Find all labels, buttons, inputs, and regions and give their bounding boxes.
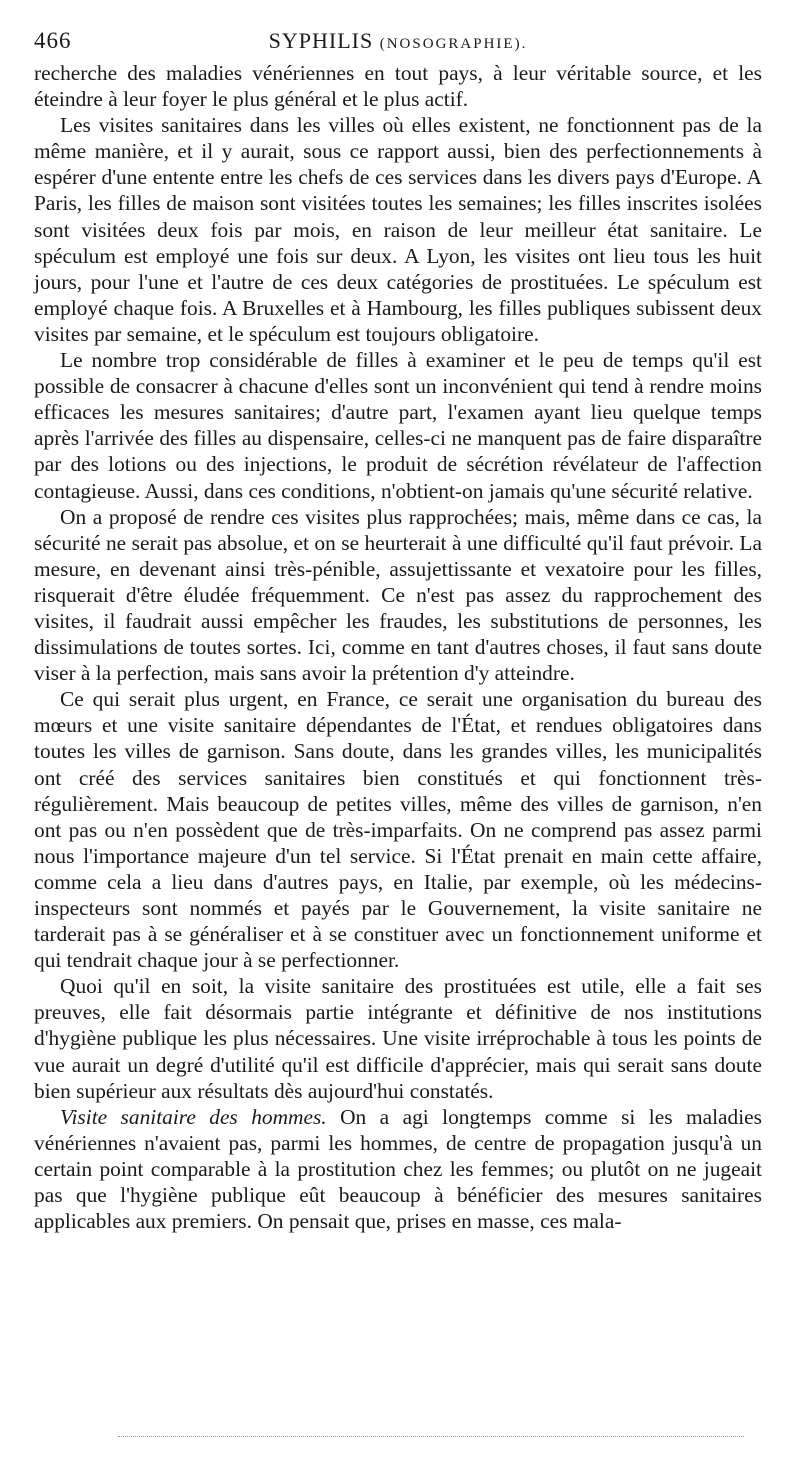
paragraph-nombre-filles: Le nombre trop considérable de filles à examiner et le peu de temps qu'il est possible de consacrer à chacune d'elles sont un inconvénient qui tend à rendre moins efficaces les mesures sanitaires; d'autre part, l'examen ayant lieu quelque temps après l'arrivée des filles au dispensaire, celles-ci ne manquent pas de faire disparaître par des lotions ou des injections, le produit de sécrétion révélateur de l'affection contagieuse. Aussi, dans ces conditions, n'obtient-on jamais qu'une sécurité relative. bbox=[34, 348, 762, 503]
page-header bbox=[34, 28, 762, 58]
body-text bbox=[34, 60, 762, 1234]
paragraph-visite-hommes bbox=[34, 1104, 762, 1234]
bottom-rule-divider bbox=[118, 1436, 744, 1437]
section-lead-italic: Visite sanitaire des hommes. bbox=[60, 1104, 327, 1129]
paragraph-visite-hommes-text: On a agi longtemps comme si les maladies vénériennes n'avaient pas, parmi les hommes, de centre de propagation jusqu'à un certain point comparable à la prostitution chez les femmes; ou plutôt on ne jugeait pas que l'hygiène publique eût beaucoup à bénéficier des mesures sanitaires applicables aux premiers. On pensait que, prises en masse, ces mala- bbox=[34, 1104, 762, 1234]
running-head-subtitle: (NOSOGRAPHIE). bbox=[379, 36, 528, 52]
running-head bbox=[34, 28, 762, 54]
paragraph-continuation: recherche des maladies vénériennes en tout pays, à leur véritable source, et les éteindre à leur foyer le plus général et le plus actif. bbox=[34, 61, 762, 112]
paragraph-organisation-etat: Ce qui serait plus urgent, en France, ce serait une organisation du bureau des mœurs et une visite sanitaire dépendantes de l'État, et rendues obligatoires dans toutes les villes de garnison. Sans doute, dans les grandes villes, les municipalités ont créé des services sanitaires bien constitués et qui fonctionnent très-régulièrement. Mais beaucoup de petites villes, même des villes de garnison, n'en ont pas ou n'en possèdent que de très-imparfaits. On ne comprend pas assez parmi nous l'importance majeure d'un tel service. Si l'État prenait en main cette affaire, comme cela a lieu dans d'autres pays, en Italie, par exemple, où les médecins-inspecteurs sont nommés et payés par le Gouvernement, la visite sanitaire ne tarderait pas à se généraliser et à se constituer avec un fonctionnement uniforme et qui tendrait chaque jour à se perfectionner. bbox=[34, 687, 762, 973]
page-number: 466 bbox=[34, 28, 72, 53]
running-head-title: SYPHILIS bbox=[268, 28, 374, 53]
paragraph-visites-sanitaires: Les visites sanitaires dans les villes où elles existent, ne fonctionnent pas de la même manière, et il y aurait, sous ce rapport aussi, bien des perfectionnements à espérer d'une entente entre les chefs de ces services dans les divers pays d'Europe. A Paris, les filles de maison sont visitées toutes les semaines; les filles inscrites isolées sont visitées deux fois par mois, en raison de leur meilleur état sanitaire. Le spéculum est employé une fois sur deux. A Lyon, les visites ont lieu tous les huit jours, pour l'une et l'autre de ces deux catégories de prostituées. Le spéculum est employé chaque fois. A Bruxelles et à Hambourg, les filles publiques subissent deux visites par semaine, et le spéculum est toujours obligatoire. bbox=[34, 113, 762, 346]
paragraph-visites-rapprochees: On a proposé de rendre ces visites plus rapprochées; mais, même dans ce cas, la sécurité ne serait pas absolue, et on se heurterait à une difficulté qu'il faut prévoir. La mesure, en devenant ainsi très-pénible, assujettissante et vexatoire pour les filles, risquerait d'être éludée fréquemment. Ce n'est pas assez du rapprochement des visites, il faudrait aussi empêcher les fraudes, les substitutions de personnes, les dissimulations de toutes sortes. Ici, comme en tant d'autres choses, il faut sans doute viser à la perfection, mais sans avoir la prétention d'y atteindre. bbox=[34, 504, 762, 686]
paragraph-utilite-visite: Quoi qu'il en soit, la visite sanitaire des prostituées est utile, elle a fait ses preuves, elle fait désormais partie intégrante et définitive de nos institutions d'hygiène publique les plus nécessaires. Une visite irréprochable à tous les points de vue aurait un degré d'utilité qu'il est difficile d'apprécier, mais qui serait sans doute bien supérieur aux résultats dès aujourd'hui constatés. bbox=[34, 974, 762, 1103]
